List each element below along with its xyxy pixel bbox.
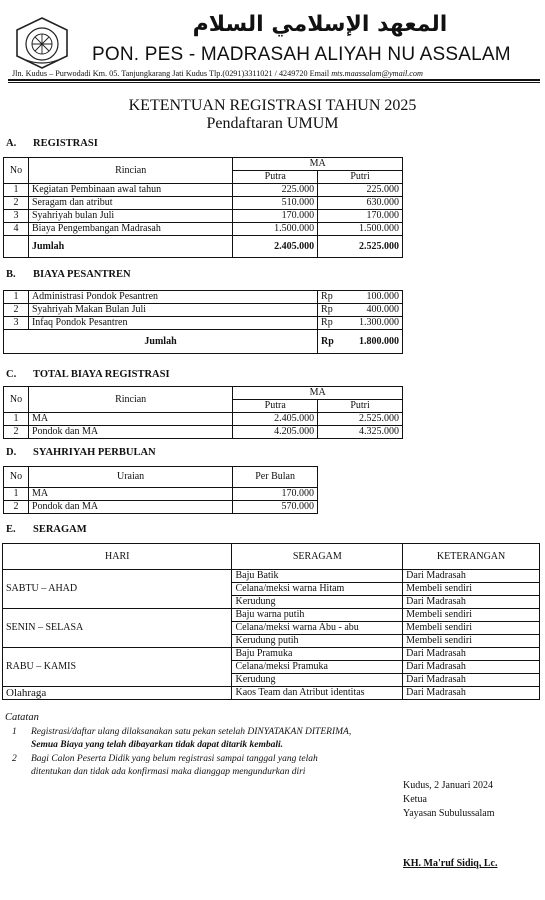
row-currency: Rp	[318, 304, 340, 317]
col-no: No	[4, 158, 29, 184]
row-no: 3	[4, 317, 29, 330]
col-uraian: Uraian	[28, 467, 232, 488]
row-keterangan: Membeli sendiri	[403, 622, 540, 635]
row-putra: 2.405.000	[233, 413, 318, 426]
row-putra: 4.205.000	[233, 426, 318, 439]
row-seragam: Kerudung putih	[232, 635, 403, 648]
total-no-cell	[4, 236, 29, 258]
row-hari: SENIN – SELASA	[3, 609, 232, 648]
note-2-number: 2	[12, 754, 17, 764]
row-currency: Rp	[318, 317, 340, 330]
row-no: 1	[4, 488, 29, 501]
table-header-row	[4, 387, 403, 400]
col-putri: Putri	[318, 171, 403, 184]
row-seragam: Kaos Team dan Atribut identitas	[232, 687, 403, 700]
row-putra: 1.500.000	[233, 223, 318, 236]
row-putri: 1.500.000	[318, 223, 403, 236]
section-title: TOTAL BIAYA REGISTRASI	[33, 369, 170, 380]
section-a-heading	[6, 138, 98, 149]
total-row	[4, 330, 403, 354]
header-rule-thin	[8, 82, 540, 83]
row-item: Pondok dan MA	[28, 426, 232, 439]
section-title: SYAHRIYAH PERBULAN	[33, 447, 156, 458]
row-hari: RABU – KAMIS	[3, 648, 232, 687]
table-row	[4, 413, 403, 426]
table-row	[3, 570, 540, 583]
row-putra: 170.000	[233, 210, 318, 223]
table-row	[3, 609, 540, 622]
row-putri: 4.325.000	[318, 426, 403, 439]
arabic-school-name: المعهد الإسلامي السلام	[192, 12, 448, 37]
row-putra: 225.000	[233, 184, 318, 197]
row-putri: 630.000	[318, 197, 403, 210]
table-header-row	[3, 544, 540, 570]
col-putri: Putri	[318, 400, 403, 413]
address-text: Jln. Kudus – Purwodadi Km. 05. Tanjungkarang Jati Kudus Tlp.(0291)3311021 / 4249720 Email	[12, 69, 330, 78]
row-no: 2	[4, 304, 29, 317]
note-2-line-2: ditentukan dan tidak ada konfirmasi maka dianggap mengundurkan diri	[31, 767, 306, 777]
note-1-number: 1	[12, 727, 17, 737]
table-row	[3, 648, 540, 661]
row-hari: SABTU – AHAD	[3, 570, 232, 609]
row-no: 1	[4, 184, 29, 197]
note-2-line-1: Bagi Calon Peserta Didik yang belum registrasi sampai tanggal yang telah	[31, 754, 318, 764]
row-no: 2	[4, 501, 29, 514]
col-per-bulan: Per Bulan	[233, 467, 318, 488]
section-c-heading	[6, 369, 170, 380]
row-keterangan: Membeli sendiri	[403, 635, 540, 648]
table-row	[4, 304, 403, 317]
row-seragam: Celana/meksi warna Abu - abu	[232, 622, 403, 635]
email-text: mts.maassalam@ymail.com	[331, 69, 423, 78]
row-item: Infaq Pondok Pesantren	[28, 317, 317, 330]
row-keterangan: Dari Madrasah	[403, 674, 540, 687]
table-row	[4, 210, 403, 223]
row-putri: 2.525.000	[318, 413, 403, 426]
row-seragam: Kerudung	[232, 674, 403, 687]
row-item: Kegiatan Pembinaan awal tahun	[28, 184, 232, 197]
col-ma: MA	[233, 158, 403, 171]
table-row	[4, 501, 318, 514]
section-letter: A.	[6, 138, 17, 149]
section-letter: D.	[6, 447, 17, 458]
row-amount: 570.000	[233, 501, 318, 514]
row-no: 3	[4, 210, 29, 223]
signature-name: KH. Ma'ruf Sidiq, Lc.	[403, 858, 498, 869]
row-no: 1	[4, 291, 29, 304]
row-seragam: Baju warna putih	[232, 609, 403, 622]
doc-title: KETENTUAN REGISTRASI TAHUN 2025	[128, 97, 417, 114]
row-seragam: Baju Pramuka	[232, 648, 403, 661]
header-rule	[8, 79, 540, 81]
table-row	[4, 223, 403, 236]
row-seragam: Celana/meksi Pramuka	[232, 661, 403, 674]
table-header-row	[4, 158, 403, 171]
col-no: No	[4, 467, 29, 488]
total-label: Jumlah	[28, 236, 232, 258]
row-hari: Olahraga	[3, 687, 232, 700]
total-registrasi-table	[3, 386, 403, 439]
signature-org: Yayasan Subulussalam	[403, 808, 495, 819]
row-currency: Rp	[318, 291, 340, 304]
row-seragam: Celana/meksi warna Hitam	[232, 583, 403, 596]
row-amount: 400.000	[340, 304, 403, 317]
table-row	[3, 687, 540, 700]
row-putri: 170.000	[318, 210, 403, 223]
signature-role: Ketua	[403, 794, 427, 805]
table-row	[4, 197, 403, 210]
row-no: 4	[4, 223, 29, 236]
row-item: Administrasi Pondok Pesantren	[28, 291, 317, 304]
signature-place-date: Kudus, 2 Januari 2024	[403, 780, 493, 791]
section-letter: B.	[6, 269, 16, 280]
total-row	[4, 236, 403, 258]
section-d-heading	[6, 447, 156, 458]
col-hari: HARI	[3, 544, 232, 570]
row-keterangan: Dari Madrasah	[403, 570, 540, 583]
row-item: Pondok dan MA	[28, 501, 232, 514]
notes-heading: Catatan	[5, 712, 39, 723]
section-title: REGISTRASI	[33, 138, 98, 149]
row-no: 1	[4, 413, 29, 426]
row-putri: 225.000	[318, 184, 403, 197]
section-letter: E.	[6, 524, 16, 535]
section-e-heading	[6, 524, 87, 535]
row-item: MA	[28, 413, 232, 426]
row-item: Biaya Pengembangan Madrasah	[28, 223, 232, 236]
row-no: 2	[4, 197, 29, 210]
table-row	[4, 184, 403, 197]
table-row	[4, 488, 318, 501]
col-putra: Putra	[233, 400, 318, 413]
total-putri: 2.525.000	[318, 236, 403, 258]
total-label: Jumlah	[4, 330, 318, 354]
syahriyah-table	[3, 466, 318, 514]
section-b-heading	[6, 269, 131, 280]
table-header-row	[4, 467, 318, 488]
table-row	[4, 291, 403, 304]
row-keterangan: Dari Madrasah	[403, 661, 540, 674]
col-seragam: SERAGAM	[232, 544, 403, 570]
section-letter: C.	[6, 369, 17, 380]
row-item: Syahriyah Makan Bulan Juli	[28, 304, 317, 317]
total-amount: 1.800.000	[340, 330, 403, 354]
col-rincian: Rincian	[28, 387, 232, 413]
table-row	[4, 426, 403, 439]
school-name: PON. PES - MADRASAH ALIYAH NU ASSALAM	[92, 44, 511, 65]
row-keterangan: Dari Madrasah	[403, 687, 540, 700]
school-logo	[12, 16, 72, 70]
row-item: MA	[28, 488, 232, 501]
note-1-line-2: Semua Biaya yang telah dibayarkan tidak dapat ditarik kembali.	[31, 740, 284, 750]
pesantren-table	[3, 290, 403, 354]
section-title: BIAYA PESANTREN	[33, 269, 131, 280]
row-item: Syahriyah bulan Juli	[28, 210, 232, 223]
school-address	[12, 69, 423, 78]
row-putra: 510.000	[233, 197, 318, 210]
row-keterangan: Dari Madrasah	[403, 596, 540, 609]
row-keterangan: Membeli sendiri	[403, 583, 540, 596]
row-amount: 100.000	[340, 291, 403, 304]
col-keterangan: KETERANGAN	[403, 544, 540, 570]
row-item: Seragam dan atribut	[28, 197, 232, 210]
total-currency: Rp	[318, 330, 340, 354]
col-ma: MA	[233, 387, 403, 400]
row-no: 2	[4, 426, 29, 439]
row-seragam: Baju Batik	[232, 570, 403, 583]
row-keterangan: Membeli sendiri	[403, 609, 540, 622]
note-1-line-1: Registrasi/daftar ulang dilaksanakan satu pekan setelah DINYATAKAN DITERIMA,	[31, 727, 352, 737]
seragam-table	[2, 543, 540, 700]
row-keterangan: Dari Madrasah	[403, 648, 540, 661]
total-putra: 2.405.000	[233, 236, 318, 258]
section-title: SERAGAM	[33, 524, 87, 535]
doc-subtitle: Pendaftaran UMUM	[206, 115, 339, 132]
col-putra: Putra	[233, 171, 318, 184]
row-seragam: Kerudung	[232, 596, 403, 609]
col-rincian: Rincian	[28, 158, 232, 184]
table-row	[4, 317, 403, 330]
col-no: No	[4, 387, 29, 413]
registrasi-table	[3, 157, 403, 258]
row-amount: 1.300.000	[340, 317, 403, 330]
row-amount: 170.000	[233, 488, 318, 501]
